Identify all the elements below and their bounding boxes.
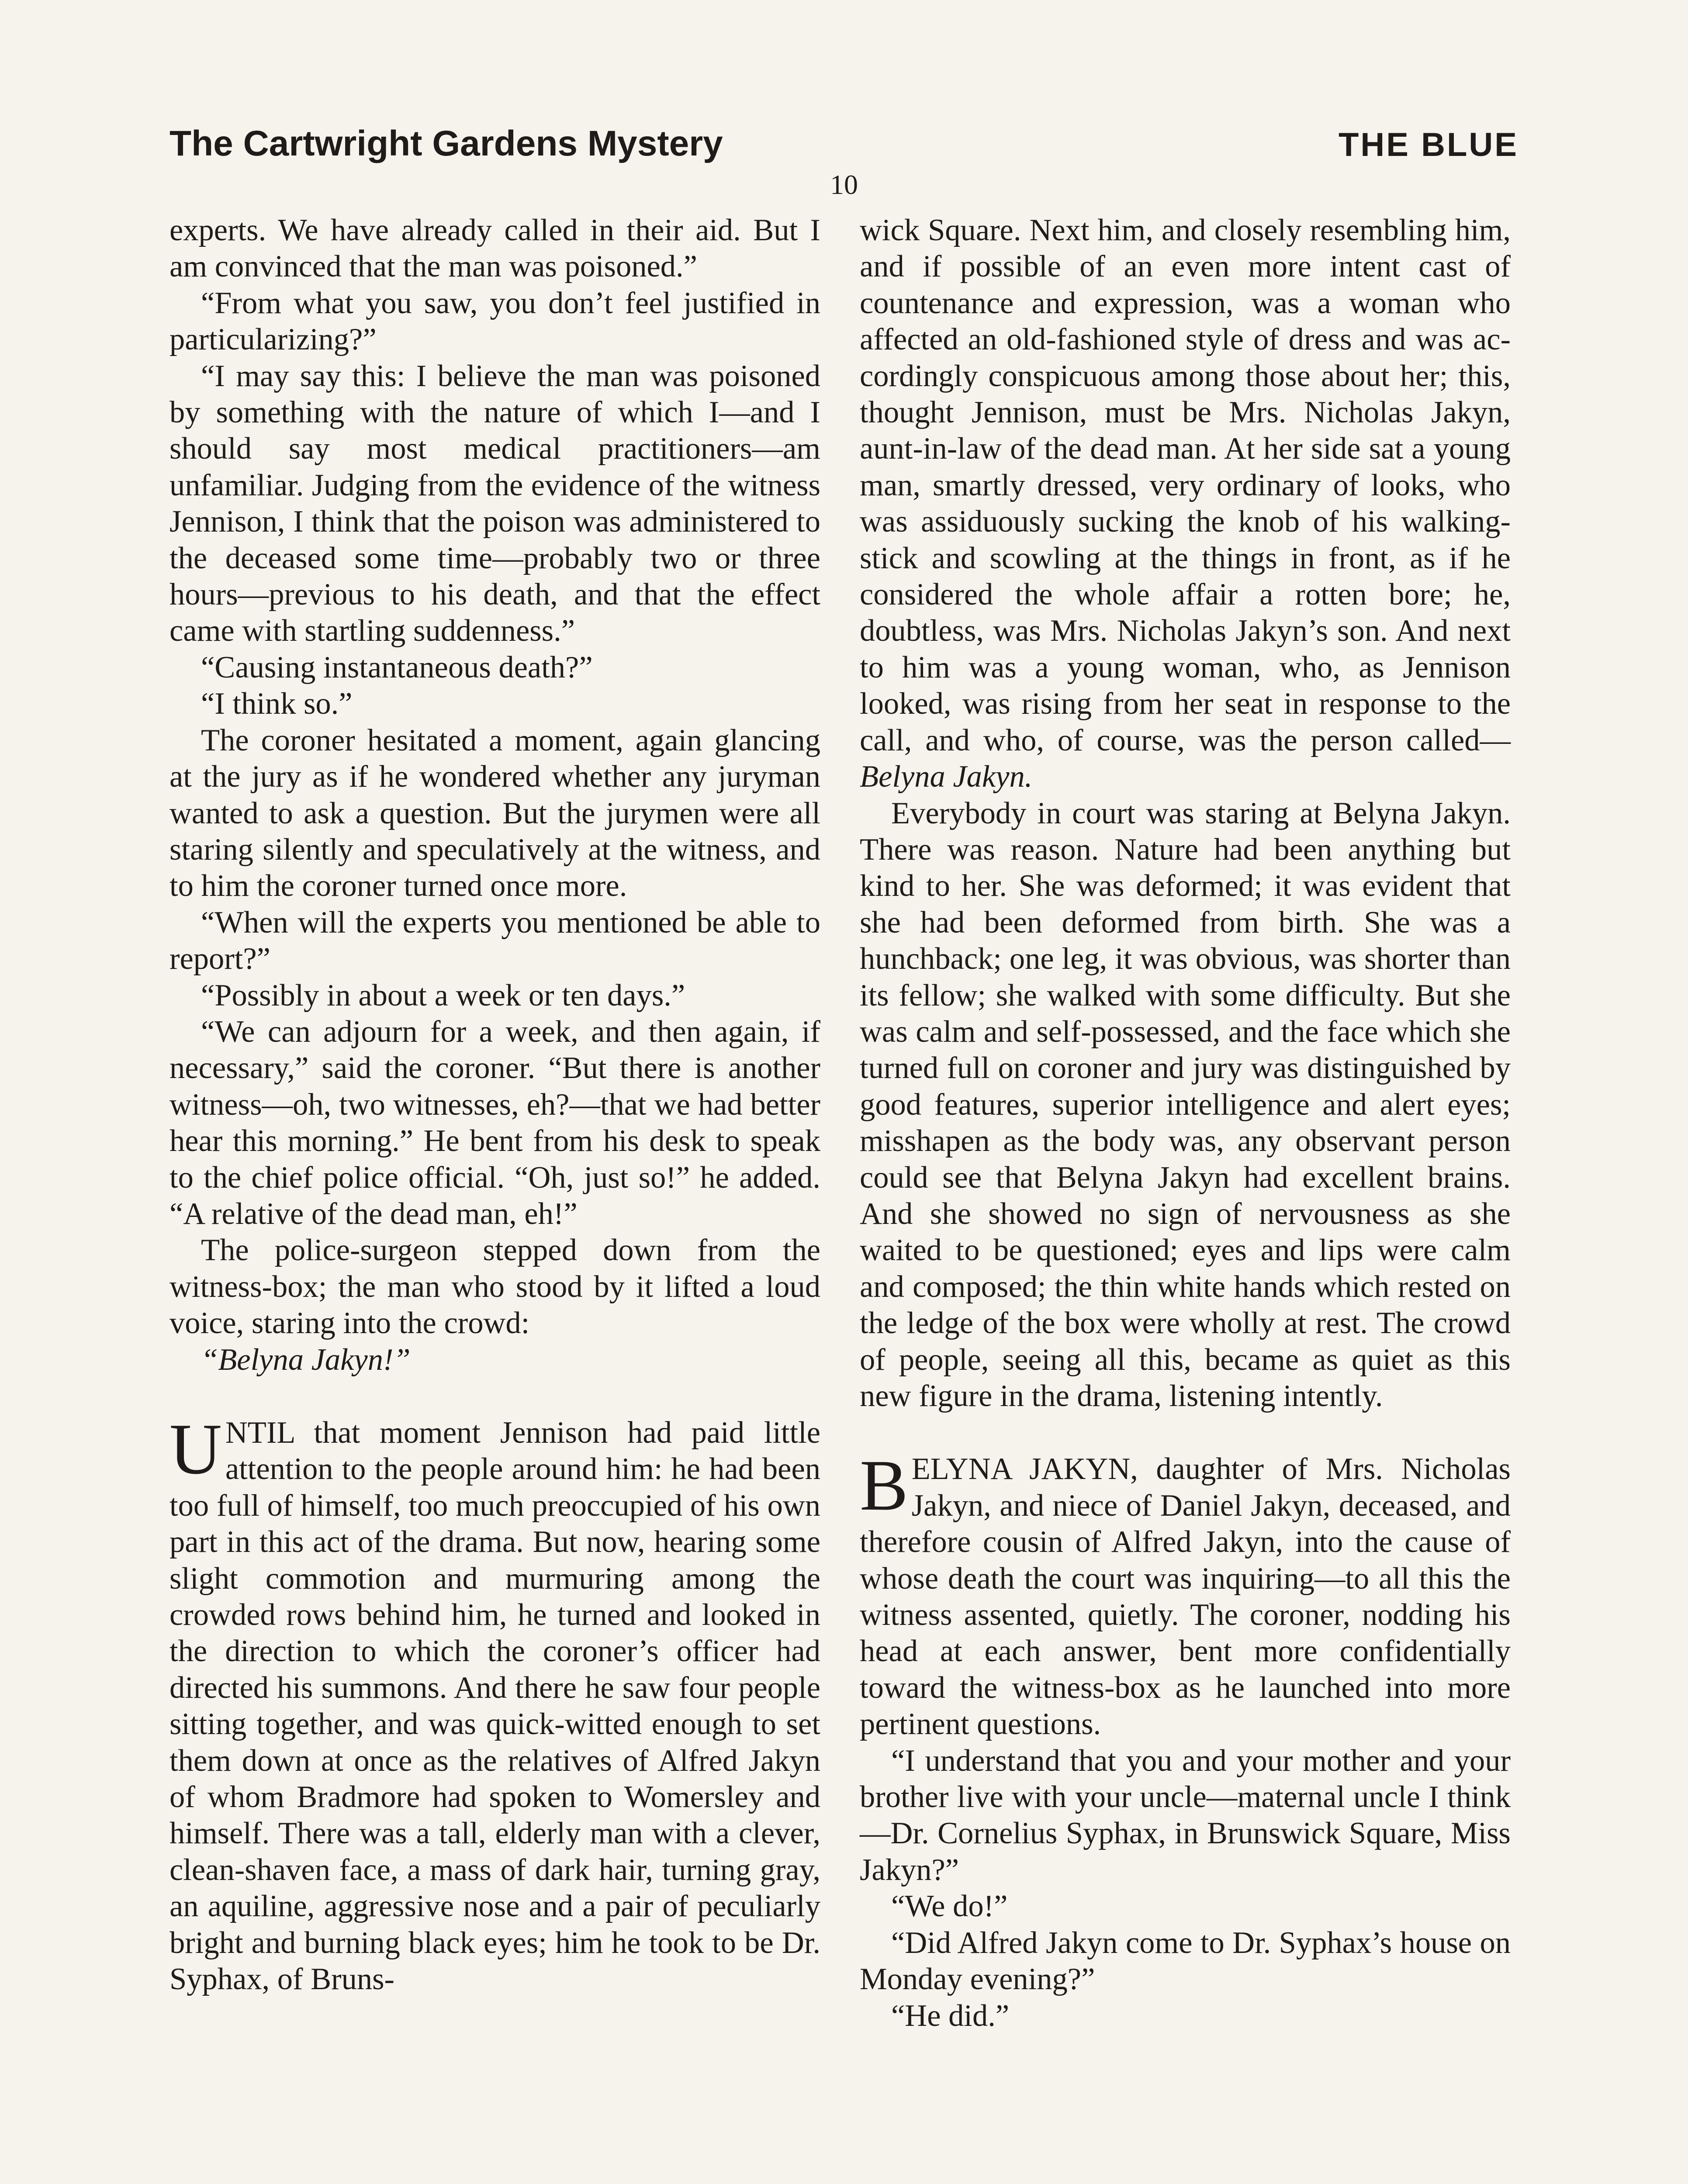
paragraph: experts. We have already called in their aid. But I am convinced that the man was poisoned.” xyxy=(169,213,820,284)
page-number: 10 xyxy=(830,169,858,200)
story-title: The Cartwright Gardens Mystery xyxy=(169,124,723,163)
paragraph: “We do!” xyxy=(891,1889,1008,1924)
drop-cap: U xyxy=(169,1409,222,1489)
paragraph: “I think so.” xyxy=(201,687,353,721)
paragraph: “Did Alfred Jakyn come to Dr. Syphax’s house on Monday evening?” xyxy=(860,1925,1511,1997)
paragraph-text: wick Square. Next him, and closely resembling him, and if possible of an even more intent cast of countenance and expression, was a woman who affected an old-fashioned style of dress and was accordingly conspicuous among those about her; this, thought Jennison, must be Mrs. Nicholas Jakyn, aunt-in-law of the dead man. At her side sat a young man, smartly dressed, very ordinary of looks, who was assiduously sucking the knob of his walking-stick and scowling at the things in front, as if he considered the whole affair a rotten bore; he, doubtless, was Mrs. Nicholas Jakyn’s son. And next to him was a young woman, who, as Jennison looked, was rising from her seat in response to the call, and who, of course, was the person called— xyxy=(860,213,1511,757)
right-column xyxy=(860,212,1511,2034)
paragraph: “From what you saw, you don’t feel justified in particularizing?” xyxy=(169,286,820,357)
paragraph-text: ELYNA JAKYN, daughter of Mrs. Nicholas Jakyn, and niece of Daniel Jakyn, deceased, and therefore cousin of Alfred Jakyn, into the cause of whose death the court was inquiring—to all this the witness assented, quietly. The coroner, nodding his head at each answer, bent more confidentially toward the witness-box as he launched into more pertinent questions. xyxy=(860,1452,1511,1742)
paragraph xyxy=(860,212,1511,795)
paragraph: “He did.” xyxy=(891,1998,1010,2033)
paragraph: “Possibly in about a week or ten days.” xyxy=(201,978,685,1013)
called-name: “Belyna Jakyn!” xyxy=(201,1342,411,1377)
paragraph: The police-surgeon stepped down from the witness-box; the man who stood by it lifted a loud voice, staring into the crowd: xyxy=(169,1233,820,1341)
paragraph: “I may say this: I believe the man was poisoned by something with the nature of which I—and I should say most medical practitioners—am unfamiliar. Judging from the evidence of the witness Jennison, I think that the poison was administered to the deceased some time—probably two or three hours—previous to his death, and that the effect came with startling suddenness.” xyxy=(169,359,820,648)
paragraph: The coroner hesitated a moment, again glancing at the jury as if he wondered whether any juryman wanted to ask a question. But the jurymen were all staring silently and speculatively at the witness, and to him the coroner turned once more. xyxy=(169,723,820,903)
paragraph: Everybody in court was staring at Belyna Jakyn. There was reason. Nature had been anything but kind to her. She was deformed; it was evident that she had been deformed from birth. She was a hunchback; one leg, it was obvious, was shorter than its fellow; she walked with some difficulty. But she was calm and self-possessed, and the face which she turned full on coroner and jury was distinguished by good features, superior intelligence and alert eyes; misshapen as the body was, any observant person could see that Belyna Jakyn had excellent brains. And she showed no sign of nervousness as she waited to be questioned; eyes and lips were calm and composed; the thin white hands which rested on the ledge of the box were wholly at rest. The crowd of people, seeing all this, became as quiet as this new figure in the drama, listening intently. xyxy=(860,796,1511,1413)
paragraph-dropcap xyxy=(169,1409,820,1998)
called-name: Belyna Jakyn. xyxy=(860,760,1033,794)
paragraph: “Causing instantaneous death?” xyxy=(201,650,593,684)
left-column xyxy=(169,212,820,1998)
paragraph: “We can adjourn for a week, and then again, if necessary,” said the coroner. “But there is another witness—oh, two witnesses, eh?—that we had better hear this morning.” He bent from his desk to speak to the chief police official. “Oh, just so!” he added. “A relative of the dead man, eh!” xyxy=(169,1014,820,1231)
paragraph: “When will the experts you mentioned be able to report?” xyxy=(169,905,820,976)
paragraph-dropcap xyxy=(860,1445,1511,1742)
paragraph: “I understand that you and your mother and your brother live with your uncle—maternal uncle I think—Dr. Cornelius Syphax, in Brunswick Square, Miss Jakyn?” xyxy=(860,1743,1511,1887)
running-header xyxy=(169,123,1519,176)
drop-cap: B xyxy=(860,1445,908,1526)
paragraph-text: NTIL that moment Jennison had paid little attention to the people around him: he had been too full of himself, too much preoccupied of his own part in this act of the drama. But now, hearing some slight commotion and murmuring among the crowded rows behind him, he turned and looked in the direction to which the coroner’s officer had directed his summons. And there he saw four people sitting together, and was quick-witted enough to set them down at once as the relatives of Alfred Jakyn of whom Bradmore had spoken to Womersley and himself. There was a tall, elderly man with a clever, clean-shaven face, a mass of dark hair, turning gray, an aquiline, aggressive nose and a pair of peculiarly bright and burning black eyes; him he took to be Dr. Syphax, of Bruns- xyxy=(169,1416,820,1997)
paragraph xyxy=(169,1342,820,1378)
magazine-name: THE BLUE xyxy=(1339,126,1519,163)
